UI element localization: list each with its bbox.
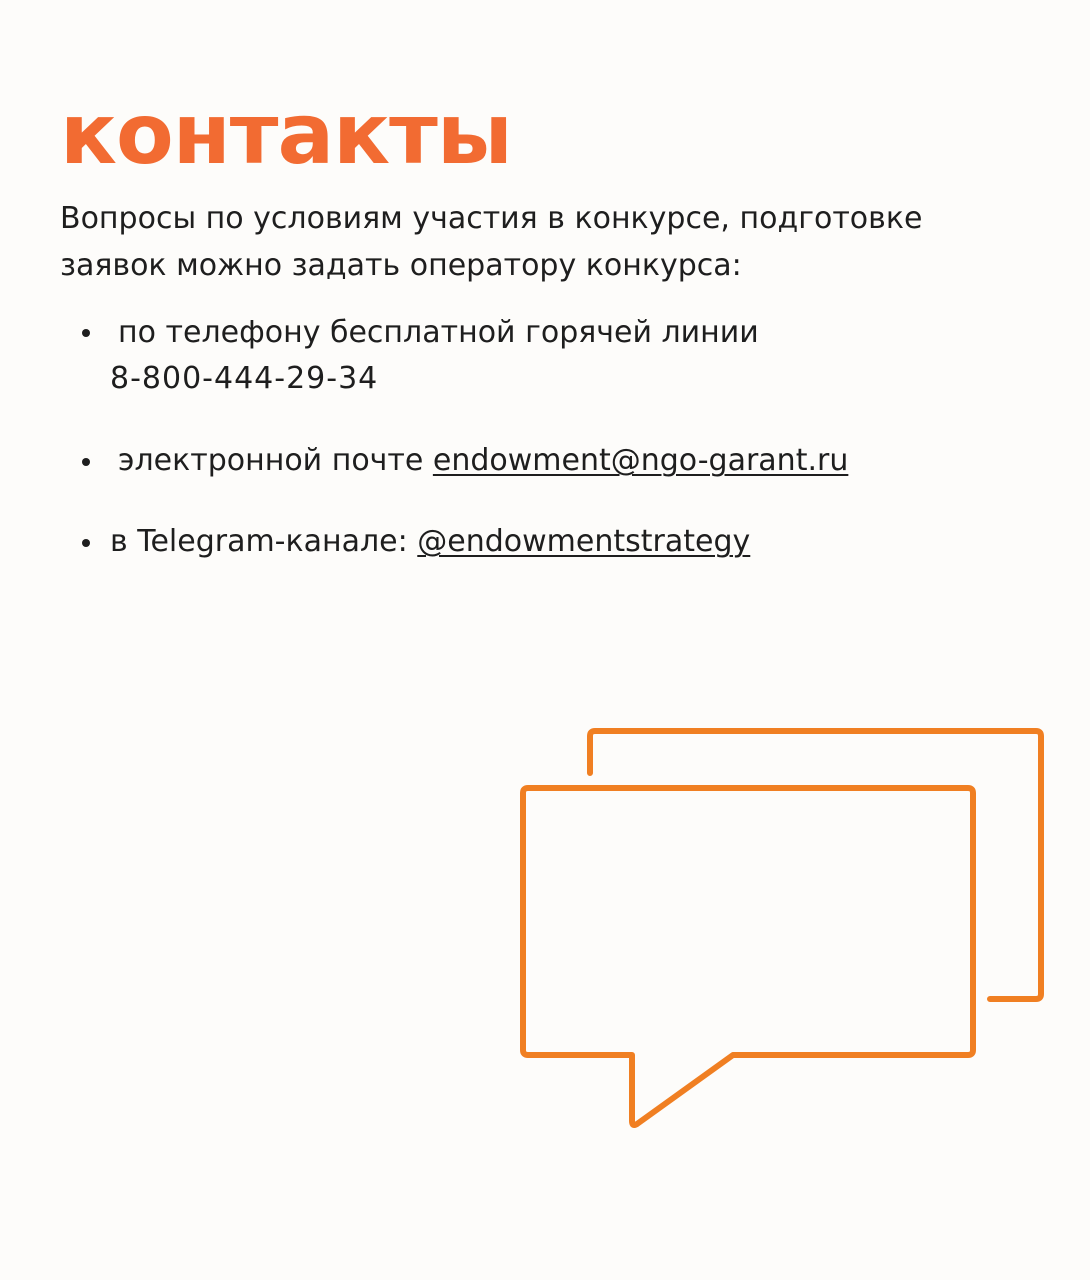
chat-bubbles-icon [515,722,1050,1134]
email-link[interactable]: endowment@ngo-garant.ru [432,443,849,478]
email-item [118,441,848,481]
telegram-link[interactable]: @endowmentstrategy [417,524,751,559]
bullet-icon [82,329,90,337]
email-label: электронной почте [118,443,433,478]
telegram-label: в Telegram-канале: [110,524,418,559]
intro-text: Вопросы по условиям участия в конкурсе, подготовке заявок можно задать оператору конкурса: [60,201,923,283]
phone-number[interactable]: 8-800-444-29-34 [110,361,379,396]
bullet-icon [82,539,90,547]
page-title: контакты [60,85,512,183]
bullet-icon [82,458,90,466]
telegram-item [110,522,750,562]
phone-label: по телефону бесплатной горячей линии [118,315,759,350]
